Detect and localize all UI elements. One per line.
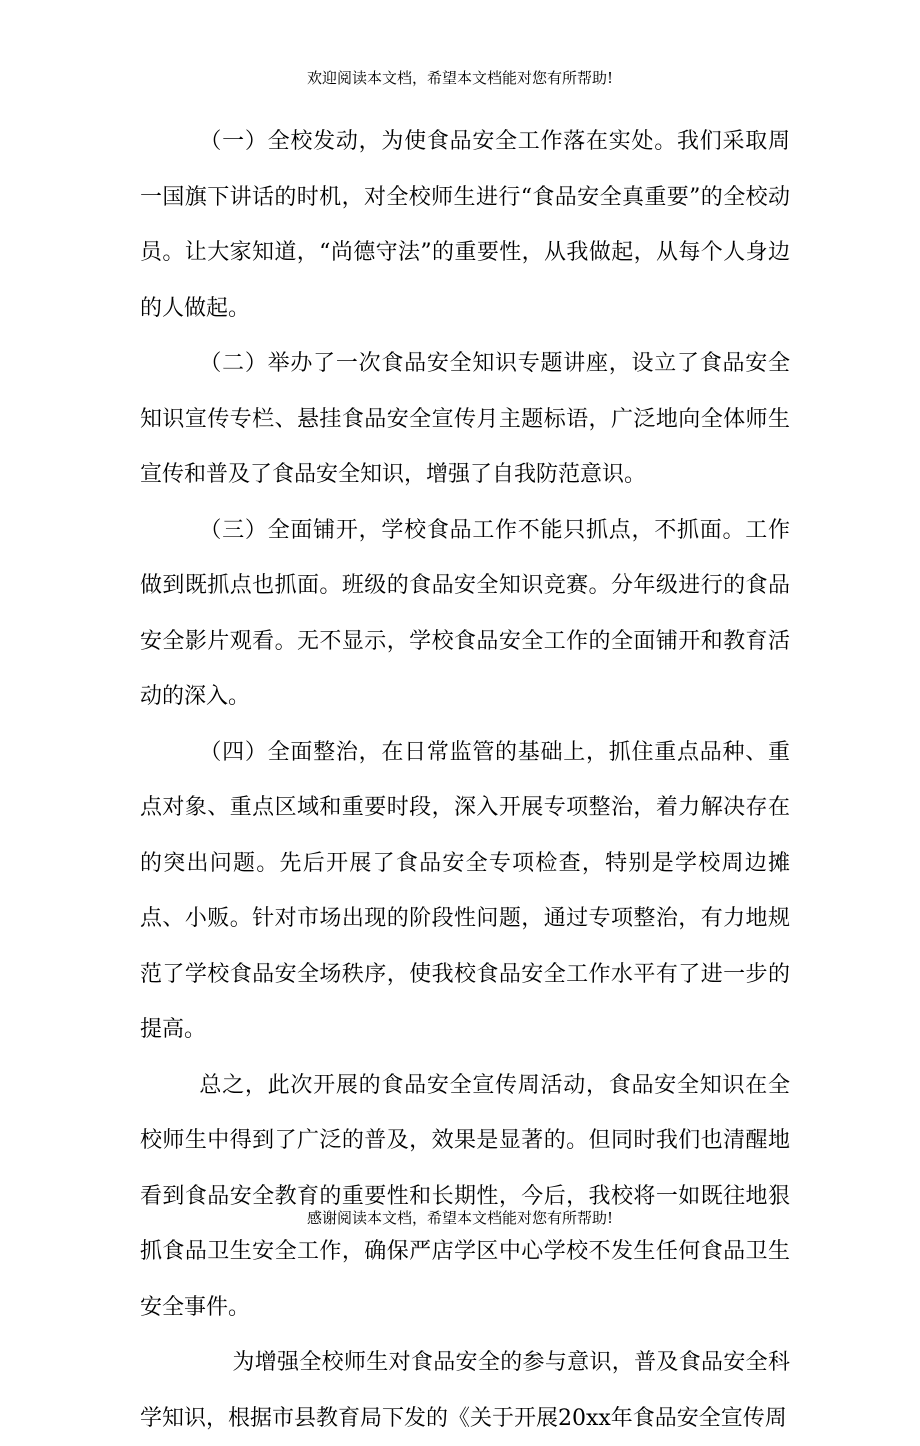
paragraph-section-2: （二）举办了一次食品安全知识专题讲座，设立了食品安全知识宣传专栏、悬挂食品安全宣传月主题标语，广泛地向全体师生宣传和普及了食品安全知识，增强了自我防范意识。 — [140, 351, 790, 487]
paragraph-section-4: （四）全面整治，在日常监管的基础上，抓住重点品种、重点对象、重点区域和重要时段，深入开展专项整治，着力解决存在的突出问题。先后开展了食品安全专项检查，特别是学校周边摊点、小贩。针对市场出现的阶段性问题，通过专项整治，有力地规范了学校食品安全场秩序，使我校食品安全工作水平有了进一步的提高。 — [140, 739, 790, 1042]
paragraph-section-1: （一）全校发动，为使食品安全工作落在实处。我们采取周一国旗下讲话的时机，对全校师生进行“食品安全真重要”的全校动员。让大家知道，“尚德守法”的重要性，从我做起，从每个人身边的人做起。 — [140, 129, 790, 321]
paragraph-summary: 总之，此次开展的食品安全宣传周活动，食品安全知识在全校师生中得到了广泛的普及，效果是显著的。但同时我们也清醒地看到食品安全教育的重要性和长期性，今后，我校将一如既往地狠抓食品卫生安全工作，确保严店学区中心学校不发生任何食品卫生安全事件。 — [140, 1072, 790, 1320]
paragraph-section-3: （三）全面铺开，学校食品工作不能只抓点，不抓面。工作做到既抓点也抓面。班级的食品安全知识竞赛。分年级进行的食品安全影片观看。无不显示，学校食品安全工作的全面铺开和教育活动的深入。 — [140, 517, 790, 709]
paragraph-intro: 为增强全校师生对食品安全的参与意识，普及食品安全科学知识，根据市县教育局下发的《关于开展20xx年食品安全宣传周 — [140, 1350, 790, 1431]
document-body — [140, 114, 790, 1446]
page-footer: 感谢阅读本文档，希望本文档能对您有所帮助! — [306, 1209, 614, 1227]
page-header: 欢迎阅读本文档，希望本文档能对您有所帮助! — [306, 69, 614, 87]
